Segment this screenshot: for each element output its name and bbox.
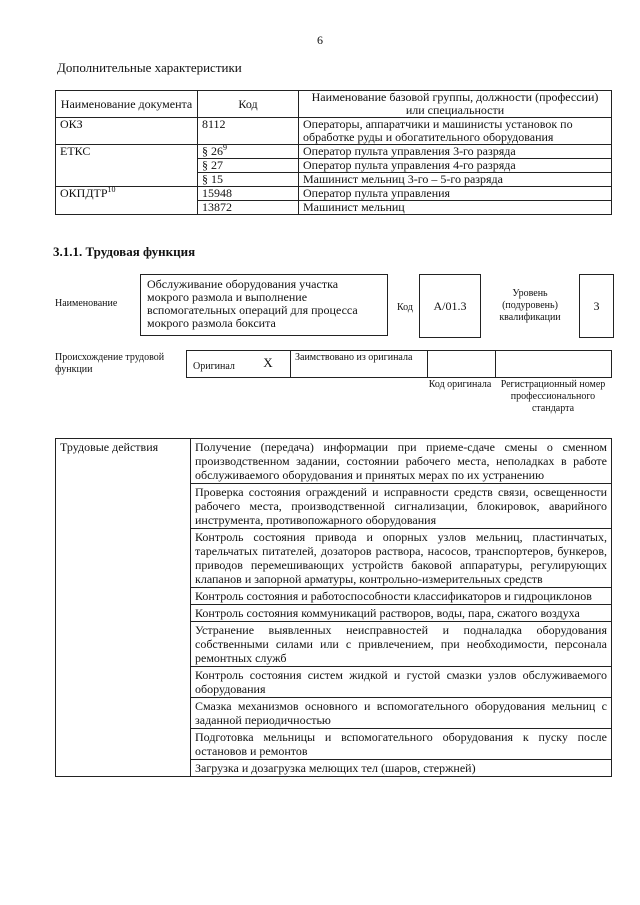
name-cell: Оператор пульта управления 4-го разряда bbox=[299, 159, 612, 173]
function-name-box: Обслуживание оборудования участка мокрого размола и выполнение вспомогательных операций для процесса мокрого размола боксита bbox=[140, 274, 388, 336]
original-cell bbox=[186, 351, 246, 377]
name-cell: Машинист мельниц 3-го – 5-го разряда bbox=[299, 173, 612, 187]
table-row bbox=[56, 439, 612, 484]
code-cell: § 27 bbox=[198, 159, 299, 173]
registration-caption: Регистрационный номер профессионального стандарта bbox=[500, 379, 606, 414]
original-code-caption: Код оригинала bbox=[428, 379, 492, 390]
characteristics-table bbox=[55, 90, 612, 215]
labor-actions-table bbox=[55, 438, 612, 777]
labor-action-item: Контроль состояния привода и опорных узлов мельниц, пластинчатых, тарельчатых питателей, дозаторов раствора, насосов, транспортеров, бункеров, приводов перемешивающих устройств баковой аппаратуры, регулирующих клапанов и запорной арматуры, контрольно-измерительных средств bbox=[191, 529, 612, 588]
original-label: Оригинал bbox=[193, 361, 235, 372]
doc-cell: ОКЗ bbox=[56, 118, 198, 145]
labor-action-item: Получение (передача) информации при приеме-сдаче смены о сменном производственном задании, состоянии рабочего места, неполадках в работе обслуживаемого оборудования и принятых мерах по их устранению bbox=[191, 439, 612, 484]
labor-action-item: Контроль состояния коммуникаций растворов, воды, пара, сжатого воздуха bbox=[191, 605, 612, 622]
column-header: Наименование базовой группы, должности (профессии) или специальности bbox=[299, 91, 612, 118]
labor-action-item: Смазка механизмов основного и вспомогательного оборудования мельниц с заданной периодичностью bbox=[191, 698, 612, 729]
section-heading: Дополнительные характеристики bbox=[57, 60, 242, 75]
origin-label: Происхождение трудовой функции bbox=[55, 352, 165, 375]
doc-text: ОКПДТР bbox=[60, 186, 108, 200]
code-cell: § 15 bbox=[198, 173, 299, 187]
table-row bbox=[56, 118, 612, 145]
labor-action-item: Контроль состояния систем жидкой и густой смазки узлов обслуживаемого оборудования bbox=[191, 667, 612, 698]
table-header-row bbox=[56, 91, 612, 118]
page-number: 6 bbox=[317, 33, 323, 47]
labor-function-heading: 3.1.1. Трудовая функция bbox=[53, 244, 196, 259]
code-cell: 15948 bbox=[198, 187, 299, 201]
registration-cell bbox=[495, 351, 612, 377]
name-cell: Операторы, аппаратчики и машинисты установок по обработке руды и обогатительного оборудования bbox=[299, 118, 612, 145]
code-label: Код bbox=[397, 302, 413, 313]
name-cell: Оператор пульта управления 3-го разряда bbox=[299, 145, 612, 159]
name-cell: Оператор пульта управления bbox=[299, 187, 612, 201]
code-text: § 26 bbox=[202, 144, 223, 158]
name-cell: Машинист мельниц bbox=[299, 201, 612, 215]
code-cell: 8112 bbox=[198, 118, 299, 145]
original-mark: X bbox=[263, 355, 273, 370]
origin-row bbox=[186, 350, 612, 378]
table-row bbox=[56, 187, 612, 201]
code-cell: 13872 bbox=[198, 201, 299, 215]
doc-cell: ЕТКС bbox=[56, 145, 198, 187]
original-code-cell bbox=[427, 351, 495, 377]
function-code-box: A/01.3 bbox=[419, 274, 481, 338]
name-label: Наименование bbox=[55, 298, 118, 309]
labor-action-item: Загрузка и дозагрузка мелющих тел (шаров, стержней) bbox=[191, 760, 612, 777]
borrowed-cell: Заимствовано из оригинала bbox=[290, 351, 427, 377]
labor-action-item: Контроль состояния и работоспособности классификаторов и гидроциклонов bbox=[191, 588, 612, 605]
column-header: Код bbox=[198, 91, 299, 118]
labor-actions-label: Трудовые действия bbox=[56, 439, 191, 777]
labor-action-item: Подготовка мельницы и вспомогательного оборудования к пуску после остановов и ремонтов bbox=[191, 729, 612, 760]
doc-cell bbox=[56, 187, 198, 215]
table-row bbox=[56, 145, 612, 159]
labor-action-item: Проверка состояния ограждений и исправности средств связи, освещенности рабочего места, производственной сигнализации, блокировок, аварийного инструмента, противопожарного оборудования bbox=[191, 484, 612, 529]
column-header: Наименование документа bbox=[56, 91, 198, 118]
footnote-mark: 9 bbox=[223, 143, 227, 152]
level-label: Уровень (подуровень) квалификации bbox=[499, 288, 561, 323]
level-box: 3 bbox=[579, 274, 614, 338]
labor-action-item: Устранение выявленных неисправностей и подналадка оборудования собственными силами или с привлечением, при необходимости, персонала ремонтных служб bbox=[191, 622, 612, 667]
footnote-mark: 10 bbox=[107, 185, 116, 194]
code-cell bbox=[198, 145, 299, 159]
